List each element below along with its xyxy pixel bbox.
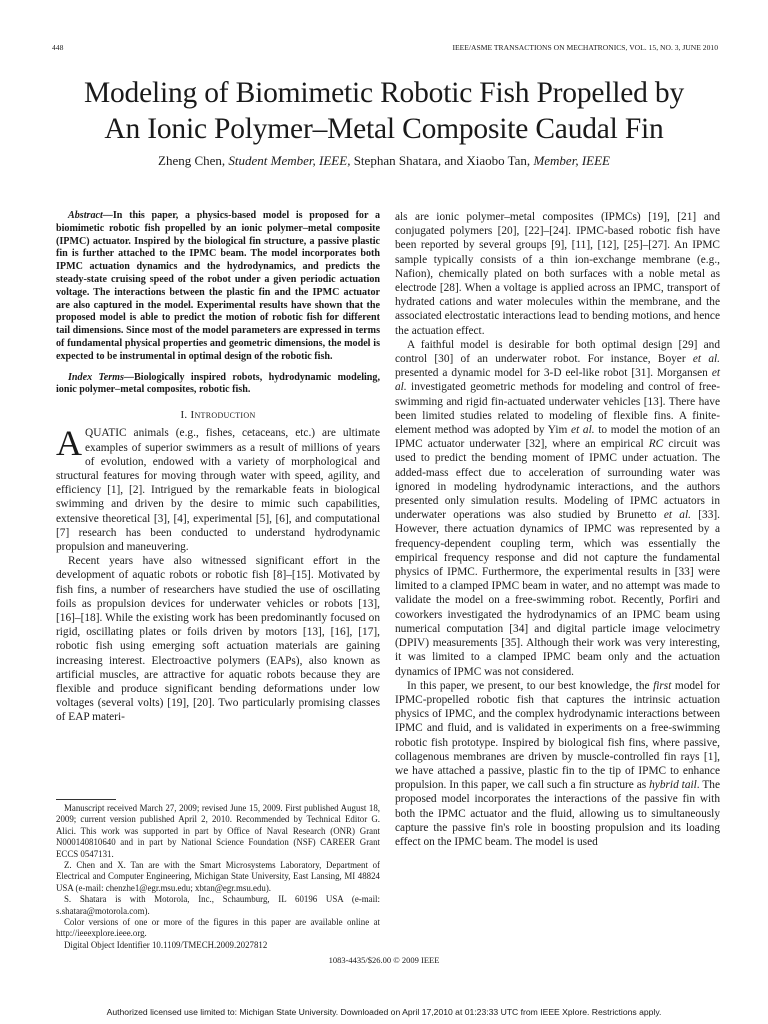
right-column (395, 210, 720, 849)
footnote-color: Color versions of one or more of the figures in this paper are available online at http://ieeexplore.ieee.org. (56, 917, 380, 939)
author-2-3: Stephan Shatara, and Xiaobo Tan, (353, 153, 531, 168)
rc-term: RC (648, 438, 664, 451)
left-column (56, 210, 380, 725)
journal-name: IEEE/ASME TRANSACTIONS ON MECHATRONICS, VOL. 15, NO. 3, JUNE 2010 (452, 43, 718, 52)
author-1-role: Student Member, IEEE, (228, 153, 351, 168)
section-number: I. (180, 409, 188, 422)
abstract-text: In this paper, a physics-based model is proposed for a biomimetic robotic fish propelled by an ionic polymer–metal composite (IPMC) actuator. Inspired by the biological fin structure, a passive plastic fin is further attached to the IPMC beam. The model incorporates both IPMC actuation dynamics and the hydrodynamics, and predicts the steady-state cruising speed of the robot under a given periodic actuation voltage. The interactions between the plastic fin and the IPMC actuator are also captured in the model. Experimental results have shown that the proposed model is able to predict the motion of robotic fish for different tail dimensions. Since most of the model parameters are expressed in terms of fundamental physical properties and geometric dimensions, the model is expected to be instrumental in optimal design of the robotic fish. (56, 210, 380, 362)
text-span: presented a dynamic model for 3-D eel-like robot [31]. Morgansen (395, 367, 708, 380)
title-line-1: Modeling of Biomimetic Robotic Fish Propelled by (83, 77, 685, 109)
index-terms-text: Biologically inspired robots, hydrodynamic modeling, ionic polymer–metal composites, robotic fish. (56, 371, 380, 396)
index-terms-label: Index Terms— (68, 371, 135, 383)
running-header (52, 43, 718, 52)
author-1: Zheng Chen, (158, 153, 226, 168)
footnote-affiliation-2: S. Shatara is with Motorola, Inc., Schaumburg, IL 60196 USA (e-mail: s.shatara@motorola.com). (56, 894, 380, 916)
footnote-manuscript: Manuscript received March 27, 2009; revised June 15, 2009. First published August 18, 2009; current version published April 2, 2010. Recommended by Technical Editor G. Alici. This work was supported in part by Office of Naval Research (ONR) Grant N000140810640 and in part by National Science Foundation (NSF) CAREER Grant ECCS 0547131. (56, 803, 380, 859)
authorized-use-line: Authorized licensed use limited to: Michigan State University. Downloaded on April 17,2010 at 01:23:33 UTC from IEEE Xplore. Restrictions apply. (106, 1007, 662, 1017)
title-line-2: An Ionic Polymer–Metal Composite Caudal Fin (104, 113, 664, 145)
copyright-line: 1083-4435/$26.00 © 2009 IEEE (328, 955, 440, 965)
paper-title (40, 75, 728, 147)
text-span: . The proposed model incorporates the interactions of the passive fin with both the IPMC actuator and the fluid, allowing us to simultaneously capture the passive fin's role in boosting propulsion and its loading effect on the IPMC beam. The model is used (395, 779, 720, 848)
author-3-role: Member, IEEE (533, 153, 610, 168)
abstract-label: Abstract— (68, 210, 113, 221)
et-al: et al. (663, 509, 691, 522)
text-span: circuit was used to predict the bending moment of IPMC under actuation. The added-mass effect due to acceleration of surrounding water was ignored in modeling hydrodynamic interactions, and the authors presented only simulation results. Modeling of IPMC actuators in underwater operations was also studied by Brunetto (395, 438, 721, 522)
footnote-doi: Digital Object Identifier 10.1109/TMECH.2009.2027812 (64, 939, 268, 950)
section-heading (56, 408, 380, 422)
index-terms (56, 372, 380, 398)
section-title: Introduction (190, 409, 256, 422)
et-al: et al. (571, 424, 595, 437)
emphasis-first: first (653, 679, 672, 692)
text-span: to model the motion of an IPMC actuator underwater [32], where an empirical (395, 424, 721, 451)
intro-paragraph-1 (56, 423, 380, 554)
footnotes (56, 799, 380, 951)
right-paragraph-1: als are ionic polymer–metal composites (IPMCs) [19], [21] and conjugated polymers [20], [22]–[24]. IPMC-based robotic fish have been reported by several groups [9], [11], [12], [25]–[27]. An IPMC sample typically consists of a thin ion-exchange membrane (e.g., Nafion), chemically plated on both surfaces with a noble metal as electrode [28]. When a voltage is applied across an IPMC, transport of hydrated cations and water molecules within the membrane, and the associated electrostatic interactions lead to bending motions, and hence the actuation effect. (395, 211, 720, 337)
text-span: In this paper, we present, to our best knowledge, the (407, 679, 650, 692)
page-number: 448 (52, 43, 64, 52)
emphasis-hybrid-tail: hybrid tail (649, 779, 697, 792)
author-list (40, 153, 728, 169)
drop-cap: A (56, 423, 82, 464)
abstract (56, 210, 380, 364)
et-al: et al. (692, 353, 720, 366)
intro-paragraph-1-text: QUATIC animals (e.g., fishes, cetaceans, etc.) are ultimate examples of superior swimmers as a result of millions of years of evolution, endowed with a variety of morphological and structural features for moving through water with speed, agility, and efficiency [1], [2]. Intrigued by the remarkable feats in biological swimming and driven by the desire to mimic such capabilities, extensive theoretical [3], [4], experimental [5], [6], and computational [7] research has been conducted to understand hydrodynamic propulsion and maneuvering. (56, 427, 380, 553)
et-al: et al. (395, 367, 720, 394)
intro-paragraph-2: Recent years have also witnessed significant effort in the development of aquatic robots or robotic fish [8]–[15]. Motivated by fish fins, a number of researchers have studied the use of oscillating foils as propulsion devices for underwater vehicles or robots [13], [16]–[18]. While the existing work has been predominantly focused on rigid, oscillating plates or foils driven by motors [13], [16], [17], robotic fish using emerging soft actuation materials are gaining increasing interest. Electroactive polymers (EAPs), also known as artificial muscles, are attractive for aquatic robots because they are flexible and produce significant bending deformations under low voltages (several volts) [19], [20]. Two particularly promising classes of EAP materi- (56, 555, 380, 724)
footnote-rule (56, 799, 116, 800)
footnote-affiliation-1: Z. Chen and X. Tan are with the Smart Microsystems Laboratory, Department of Electrical and Computer Engineering, Michigan State University, East Lansing, MI 48824 USA (e-mail: chenzhe1@egr.msu.edu; xbtan@egr.msu.edu). (56, 860, 380, 893)
right-paragraph-3 (395, 679, 720, 849)
text-span: model for IPMC-propelled robotic fish that captures the intrinsic actuation physics of IPMC, and the complex hydrodynamic interactions between IPMC and fluid, and is validated in experiments on a free-swimming robotic fish prototype. Inspired by biological fish fins, where passive, collagenous membranes are driven by muscle-controlled fin rays [1], we have attached a passive, plastic fin to the tip of IPMC to enhance propulsion. In this paper, we call such a fin structure as (395, 679, 720, 792)
text-span: investigated geometric methods for modeling and control of free-swimming and rigid fin-actuated underwater vehicles [13]. There have been limited studies related to modeling of flexible fins. A finite-element method was adopted by Yim (395, 381, 721, 437)
text-span: [33]. However, there actuation dynamics of IPMC was represented by a frequency-dependent coupling term, which was essentially the empirical frequency response and did not capture the fundamental physics of IPMC. Furthermore, the experimental results in [33] were limited to a clamped IPMC beam in water, and no attempt was made to validate the model on a free-swimming robot. Recently, Porfiri and coworkers investigated the hydrodynamics of an IPMC beam using numerical computation [34] and digital particle image velocimetry (DPIV) measurements [35]. Although their work was very interesting, it was limited to a clamped IPMC beam only and the actuation dynamics of IPMC was not considered. (395, 509, 720, 678)
right-paragraph-2 (395, 338, 720, 679)
text-span: A faithful model is desirable for both optimal design [29] and control [30] of an underwater robot. For instance, Boyer (395, 338, 720, 366)
